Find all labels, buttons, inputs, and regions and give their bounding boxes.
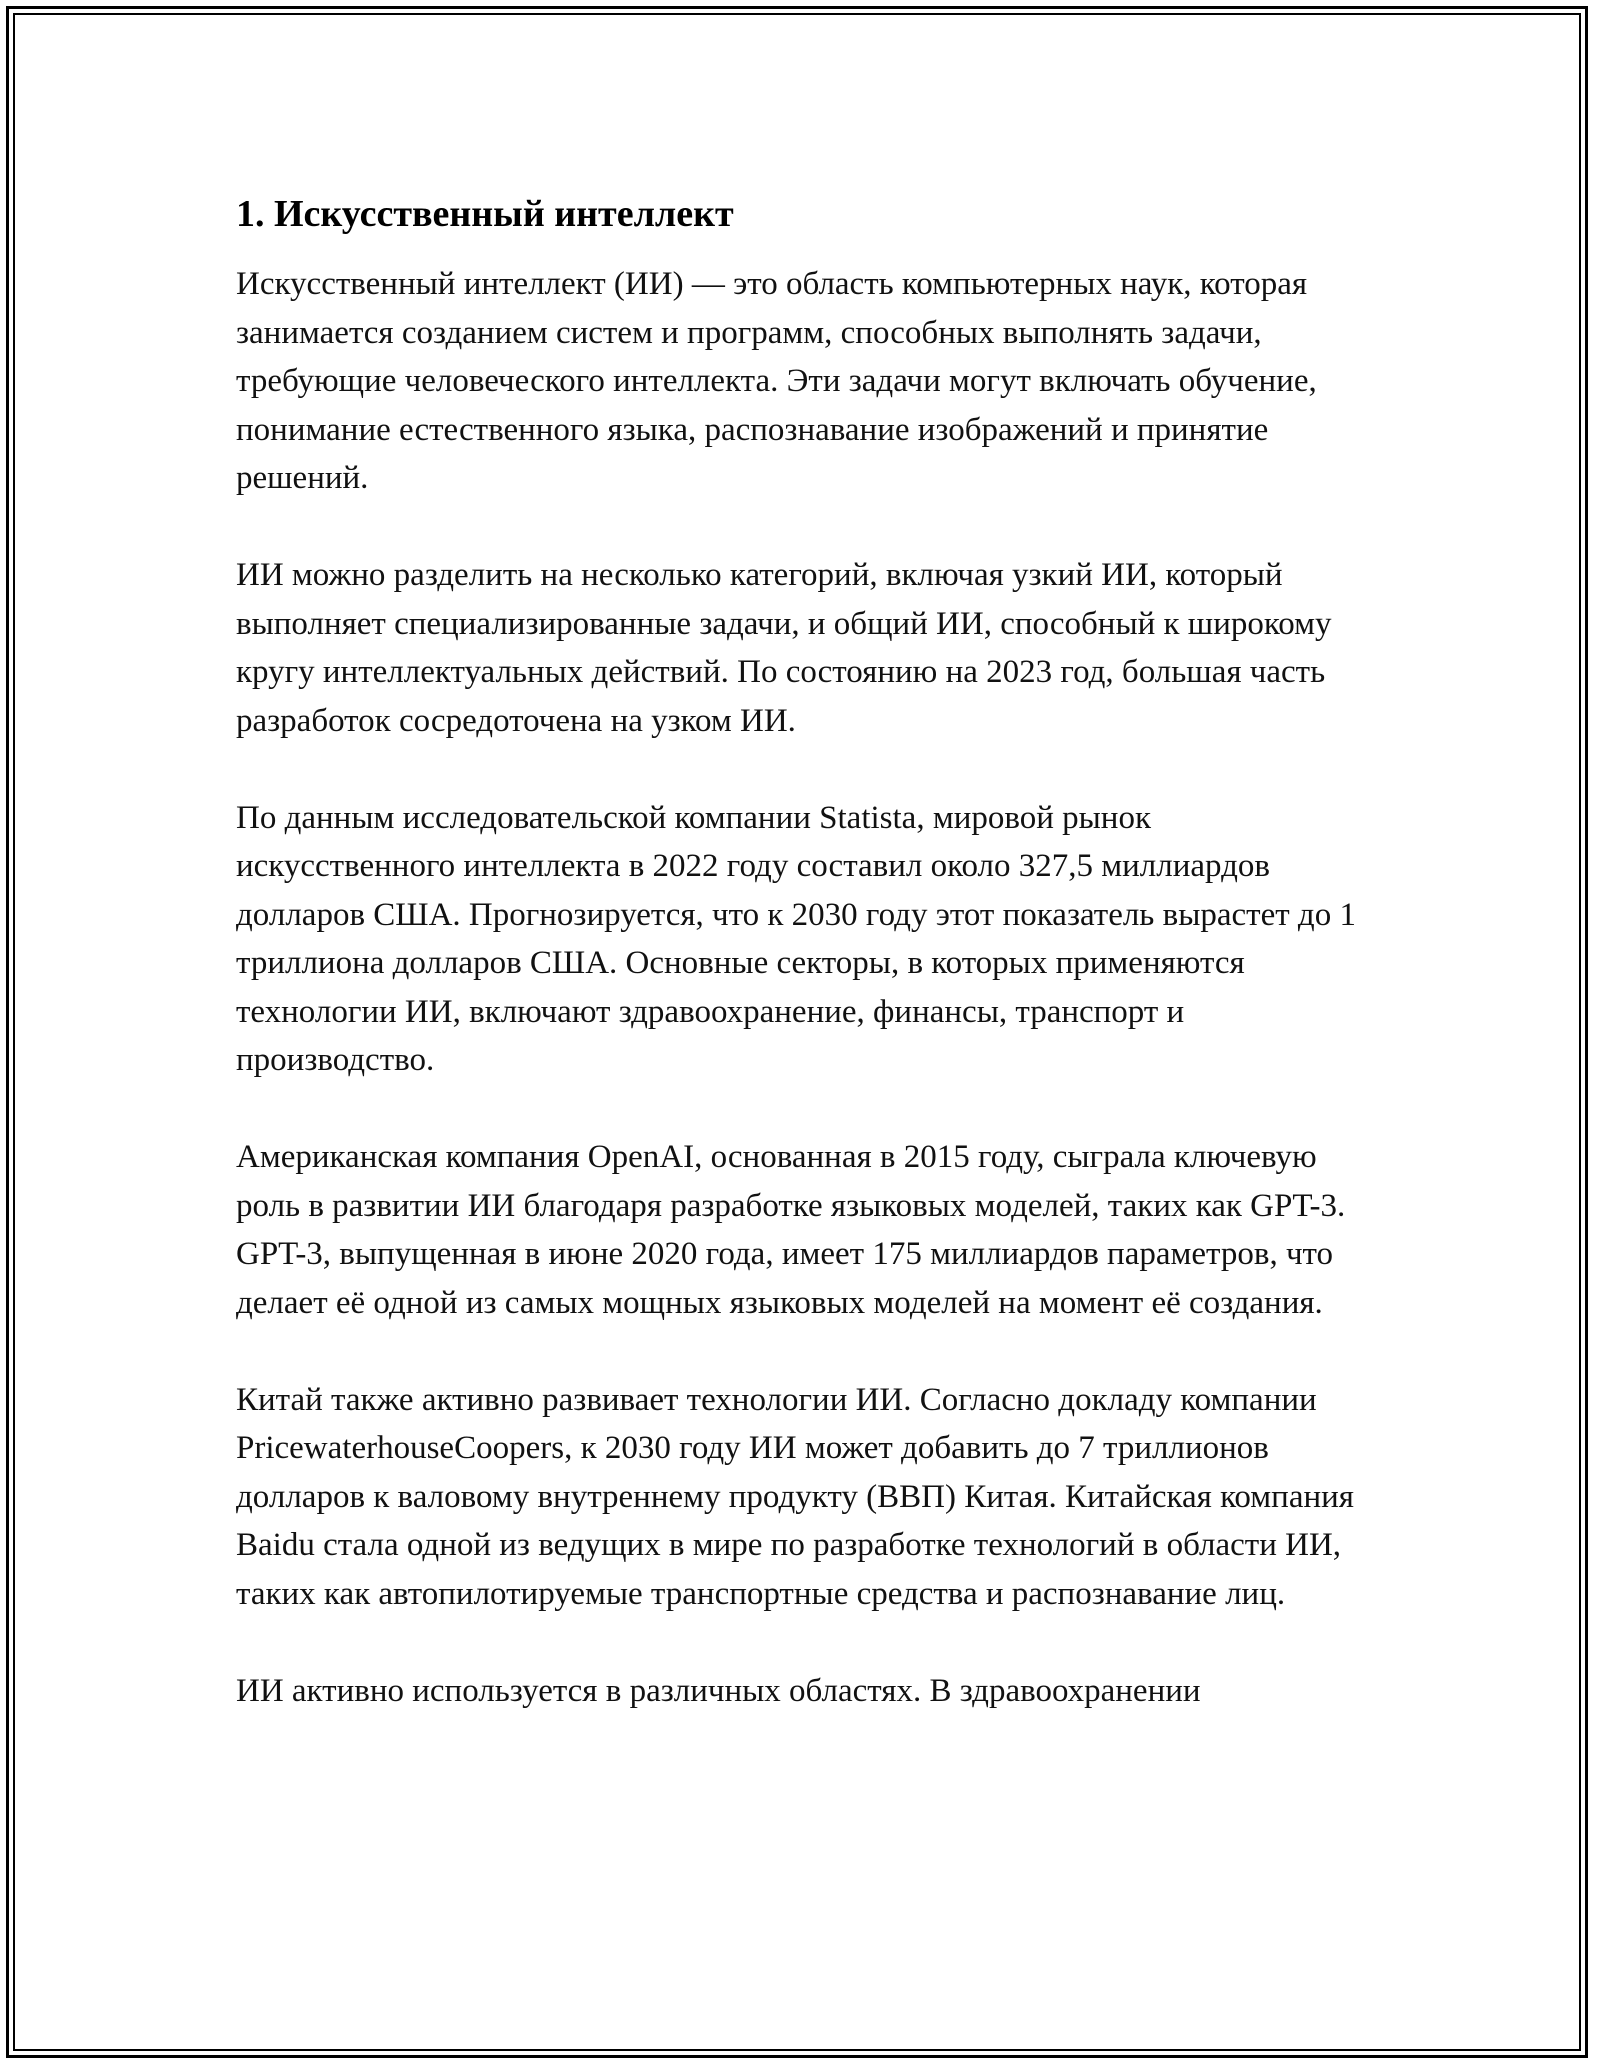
section-heading: 1. Искусственный интеллект (236, 193, 734, 235)
paragraph-openai: Американская компания OpenAI, основанная в 2015 году, сыграла ключевую роль в развитии ИИ благодаря разработке языковых моделей, таких как GPT-3. GPT-3, выпущенная в июне 2020 года, имеет 175 миллиардов параметров, что делает её одной из самых мощных языковых моделей на момент её создания. (236, 1139, 1346, 1321)
paragraph-china: Китай также активно развивает технологии ИИ. Согласно докладу компании PricewaterhouseCoopers, к 2030 году ИИ может добавить до 7 триллионов долларов к валовому внутреннему продукту (ВВП) Китая. Китайская компания Baidu стала одной из ведущих в мире по разработке технологий в области ИИ, таких как автопилотируемые транспортные средства и распознавание лиц. (236, 1381, 1354, 1612)
paragraph-applications: ИИ активно используется в различных областях. В здравоохранении (236, 1672, 1201, 1709)
paragraph-market: По данным исследовательской компании Statista, мировой рынок искусственного интеллекта в 2022 году составил около 327,5 миллиардов долларов США. Прогнозируется, что к 2030 году этот показатель вырастет до 1 триллиона долларов США. Основные секторы, в которых применяются технологии ИИ, включают здравоохранение, финансы, транспорт и производство. (236, 799, 1356, 1078)
document-body (236, 186, 1376, 1715)
paragraph-definition: Искусственный интеллект (ИИ) — это область компьютерных наук, которая занимается созданием систем и программ, способных выполнять задачи, требующие человеческого интеллекта. Эти задачи могут включать обучение, понимание естественного языка, распознавание изображений и принятие решений. (236, 266, 1317, 496)
paragraph-categories: ИИ можно разделить на несколько категорий, включая узкий ИИ, который выполняет специализированные задачи, и общий ИИ, способный к широкому кругу интеллектуальных действий. По состоянию на 2023 год, большая часть разработок сосредоточена на узком ИИ. (236, 557, 1332, 739)
